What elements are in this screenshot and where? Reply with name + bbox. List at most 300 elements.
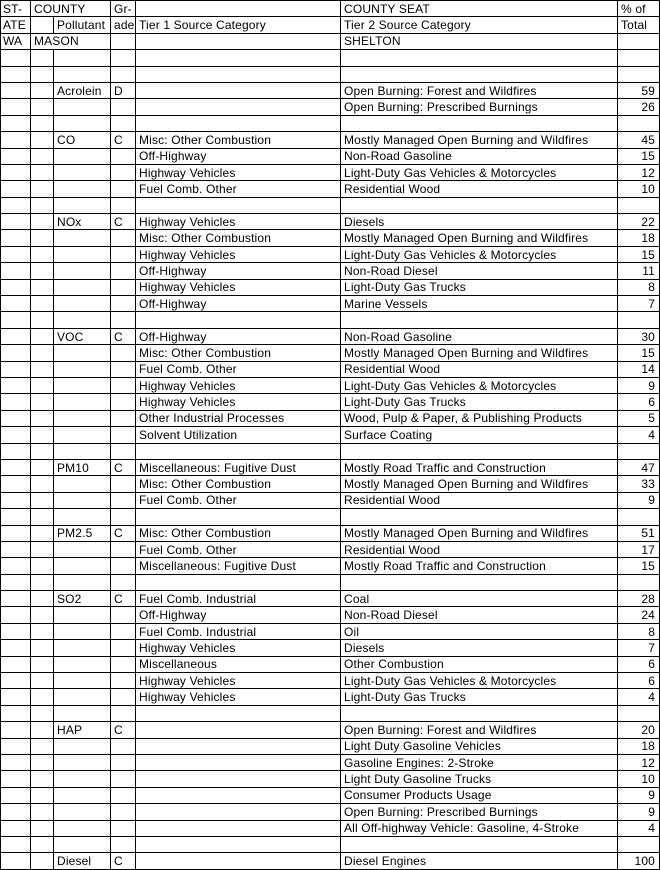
tier1-category-cell xyxy=(136,443,341,459)
table-row xyxy=(1,820,660,836)
tier2-category-cell: All Off-highway Vehicle: Gasoline, 4-Stroke xyxy=(341,820,618,836)
tier2-category-cell: Mostly Road Traffic and Construction xyxy=(341,558,618,574)
state-cell xyxy=(1,66,31,82)
state-cell xyxy=(1,328,31,344)
pollutant-cell xyxy=(54,623,111,639)
grade-cell xyxy=(111,164,136,180)
tier2-category-cell: Open Burning: Forest and Wildfires xyxy=(341,722,618,738)
county-cell xyxy=(31,640,54,656)
table-row xyxy=(1,312,660,328)
tier1-category-cell: Highway Vehicles xyxy=(136,640,341,656)
state-cell xyxy=(1,722,31,738)
tier2-category-cell xyxy=(341,197,618,213)
pct-total-cell: 8 xyxy=(618,623,660,639)
tier2-category-cell: Mostly Road Traffic and Construction xyxy=(341,459,618,475)
state-cell xyxy=(1,787,31,803)
pollutant-cell xyxy=(54,279,111,295)
tier1-category-cell xyxy=(136,820,341,836)
pollutant-cell xyxy=(54,541,111,557)
pct-total-cell: 14 xyxy=(618,361,660,377)
table-row xyxy=(1,279,660,295)
table-row xyxy=(1,804,660,820)
pct-total-cell xyxy=(618,115,660,131)
state-cell xyxy=(1,263,31,279)
grade-cell xyxy=(111,279,136,295)
tier2-category-cell: Diesels xyxy=(341,640,618,656)
state-cell xyxy=(1,509,31,525)
pct-total-cell: 30 xyxy=(618,328,660,344)
tier1-category-cell: Fuel Comb. Industrial xyxy=(136,623,341,639)
table-row xyxy=(1,66,660,82)
state-cell xyxy=(1,492,31,508)
pollutant-cell xyxy=(54,705,111,721)
pct-total-cell: 28 xyxy=(618,591,660,607)
county-cell xyxy=(31,99,54,115)
pollutant-cell xyxy=(54,115,111,131)
grade-cell: C xyxy=(111,459,136,475)
grade-cell xyxy=(111,509,136,525)
tier1-category-cell: Off-Highway xyxy=(136,607,341,623)
tier2-category-cell: Light-Duty Gas Trucks xyxy=(341,279,618,295)
pct-total-cell: 22 xyxy=(618,214,660,230)
tier2-category-cell: Gasoline Engines: 2-Stroke xyxy=(341,754,618,770)
county-cell xyxy=(31,754,54,770)
county-cell xyxy=(31,377,54,393)
state-cell xyxy=(1,591,31,607)
tier1-category-cell: Highway Vehicles xyxy=(136,377,341,393)
pct-total-cell: 6 xyxy=(618,394,660,410)
tier1-category-cell: Off-Highway xyxy=(136,148,341,164)
state-cell xyxy=(1,476,31,492)
pollutant-cell xyxy=(54,836,111,852)
table-row xyxy=(1,246,660,262)
header-state: ST- xyxy=(1,1,31,17)
table-row xyxy=(1,525,660,541)
state-cell xyxy=(1,115,31,131)
tier2-category-cell: Light Duty Gasoline Trucks xyxy=(341,771,618,787)
table-row xyxy=(1,394,660,410)
pct-total-cell: 12 xyxy=(618,754,660,770)
pct-total-cell: 15 xyxy=(618,558,660,574)
pct-total-cell: 4 xyxy=(618,820,660,836)
pollutant-cell xyxy=(54,574,111,590)
grade-cell xyxy=(111,394,136,410)
table-row xyxy=(1,623,660,639)
pct-total-cell: 12 xyxy=(618,164,660,180)
pollutant-cell xyxy=(54,410,111,426)
tier2-category-cell: Diesels xyxy=(341,214,618,230)
tier1-category-cell xyxy=(136,66,341,82)
state-cell xyxy=(1,82,31,98)
tier1-category-cell: Misc: Other Combustion xyxy=(136,345,341,361)
county-cell xyxy=(31,574,54,590)
table-row xyxy=(1,181,660,197)
pct-total-cell xyxy=(618,197,660,213)
state-cell xyxy=(1,148,31,164)
pct-total-cell xyxy=(618,509,660,525)
tier2-category-cell: Light Duty Gasoline Vehicles xyxy=(341,738,618,754)
pollutant-cell: HAP xyxy=(54,722,111,738)
pct-total-cell: 10 xyxy=(618,771,660,787)
pollutant-cell xyxy=(54,377,111,393)
table-row xyxy=(1,132,660,148)
county-cell xyxy=(31,394,54,410)
state-cell xyxy=(1,214,31,230)
county-cell xyxy=(31,115,54,131)
state-cell xyxy=(1,246,31,262)
grade-cell xyxy=(111,33,136,49)
tier2-category-cell: Non-Road Gasoline xyxy=(341,328,618,344)
tier1-category-cell xyxy=(136,82,341,98)
pct-total-cell: 10 xyxy=(618,181,660,197)
state-cell xyxy=(1,558,31,574)
county-cell xyxy=(31,853,54,869)
state-cell xyxy=(1,853,31,869)
tier1-category-cell xyxy=(136,787,341,803)
county-cell xyxy=(31,804,54,820)
table-row xyxy=(1,50,660,66)
tier2-category-cell xyxy=(341,50,618,66)
grade-cell xyxy=(111,377,136,393)
pct-total-cell: 20 xyxy=(618,722,660,738)
pollutant-cell xyxy=(54,787,111,803)
state-cell xyxy=(1,427,31,443)
header-county-cont xyxy=(31,17,54,33)
header-grade: Gr- xyxy=(111,1,136,17)
tier2-category-cell: Surface Coating xyxy=(341,427,618,443)
state-cell xyxy=(1,459,31,475)
pollutant-cell xyxy=(54,656,111,672)
tier1-category-cell: Other Industrial Processes xyxy=(136,410,341,426)
grade-cell xyxy=(111,656,136,672)
table-row xyxy=(1,754,660,770)
pct-total-cell xyxy=(618,312,660,328)
table-row xyxy=(1,656,660,672)
state-cell xyxy=(1,820,31,836)
table-row xyxy=(1,410,660,426)
tier1-category-cell: Fuel Comb. Other xyxy=(136,361,341,377)
pollutant-cell xyxy=(54,476,111,492)
county-cell xyxy=(31,607,54,623)
state-cell xyxy=(1,197,31,213)
grade-cell: C xyxy=(111,591,136,607)
pct-total-cell: 4 xyxy=(618,427,660,443)
pollutant-cell xyxy=(54,771,111,787)
grade-cell xyxy=(111,197,136,213)
county-cell xyxy=(31,263,54,279)
tier2-category-cell xyxy=(341,66,618,82)
state-cell xyxy=(1,345,31,361)
grade-cell xyxy=(111,541,136,557)
county-cell xyxy=(31,673,54,689)
table-row xyxy=(1,296,660,312)
county-cell xyxy=(31,82,54,98)
tier1-category-cell: Solvent Utilization xyxy=(136,427,341,443)
tier2-category-cell xyxy=(341,115,618,131)
grade-cell xyxy=(111,820,136,836)
grade-cell xyxy=(111,607,136,623)
state-cell xyxy=(1,574,31,590)
county-cell xyxy=(31,181,54,197)
state-cell xyxy=(1,836,31,852)
pollutant-cell xyxy=(54,804,111,820)
table-row xyxy=(1,541,660,557)
pct-total-cell xyxy=(618,443,660,459)
tier1-category-cell: Off-Highway xyxy=(136,296,341,312)
tier2-category-cell: Other Combustion xyxy=(341,656,618,672)
tier1-category-cell: Highway Vehicles xyxy=(136,246,341,262)
county-cell xyxy=(31,246,54,262)
state-cell xyxy=(1,640,31,656)
county-cell xyxy=(31,312,54,328)
tier2-category-cell: Mostly Managed Open Burning and Wildfires xyxy=(341,476,618,492)
pollutant-cell xyxy=(54,394,111,410)
state-cell xyxy=(1,410,31,426)
tier1-category-cell: Miscellaneous xyxy=(136,656,341,672)
grade-cell: C xyxy=(111,525,136,541)
pct-total-cell xyxy=(618,836,660,852)
header-county: COUNTY xyxy=(31,1,111,17)
tier1-category-cell: Off-Highway xyxy=(136,328,341,344)
pct-total-cell: 18 xyxy=(618,230,660,246)
tier1-category-cell xyxy=(136,738,341,754)
header-pct: % of xyxy=(618,1,660,17)
state-cell xyxy=(1,525,31,541)
grade-cell xyxy=(111,246,136,262)
state-cell xyxy=(1,181,31,197)
county-cell xyxy=(31,427,54,443)
table-row xyxy=(1,705,660,721)
pollutant-cell xyxy=(54,66,111,82)
tier2-category-cell: Oil xyxy=(341,623,618,639)
county-cell xyxy=(31,164,54,180)
pct-total-cell: 5 xyxy=(618,410,660,426)
tier2-category-cell: Coal xyxy=(341,591,618,607)
tier2-category-cell: Marine Vessels xyxy=(341,296,618,312)
pollutant-cell xyxy=(54,607,111,623)
state-cell xyxy=(1,230,31,246)
pollutant-cell xyxy=(54,443,111,459)
pollutant-cell xyxy=(54,738,111,754)
tier1-category-cell: Misc: Other Combustion xyxy=(136,525,341,541)
pollutant-cell xyxy=(54,312,111,328)
tier1-category-cell: Highway Vehicles xyxy=(136,279,341,295)
tier1-category-cell: Highway Vehicles xyxy=(136,394,341,410)
county-cell xyxy=(31,689,54,705)
pollutant-cell: PM10 xyxy=(54,459,111,475)
tier2-category-cell: Light-Duty Gas Vehicles & Motorcycles xyxy=(341,673,618,689)
tier1-category-cell: Fuel Comb. Industrial xyxy=(136,591,341,607)
pct-total-cell: 6 xyxy=(618,656,660,672)
tier1-category-cell xyxy=(136,197,341,213)
tier1-category-cell: Fuel Comb. Other xyxy=(136,492,341,508)
state-cell xyxy=(1,279,31,295)
county-cell xyxy=(31,345,54,361)
county-cell xyxy=(31,197,54,213)
state-cell: WA xyxy=(1,33,31,49)
pollutant-cell xyxy=(54,361,111,377)
grade-cell: D xyxy=(111,82,136,98)
county-cell xyxy=(31,525,54,541)
grade-cell xyxy=(111,787,136,803)
pollutant-cell xyxy=(54,509,111,525)
pollutant-cell xyxy=(54,50,111,66)
tier1-category-cell: Highway Vehicles xyxy=(136,164,341,180)
state-cell xyxy=(1,99,31,115)
tier2-category-cell: Light-Duty Gas Trucks xyxy=(341,394,618,410)
county-cell xyxy=(31,296,54,312)
grade-cell xyxy=(111,771,136,787)
table-row xyxy=(1,459,660,475)
county-cell xyxy=(31,328,54,344)
grade-cell xyxy=(111,754,136,770)
tier1-category-cell: Fuel Comb. Other xyxy=(136,181,341,197)
tier2-category-cell: Residential Wood xyxy=(341,361,618,377)
grade-cell xyxy=(111,738,136,754)
table-row xyxy=(1,722,660,738)
table-row xyxy=(1,591,660,607)
county-cell xyxy=(31,509,54,525)
pollutant-cell xyxy=(54,263,111,279)
table-row xyxy=(1,738,660,754)
pollutant-cell xyxy=(54,164,111,180)
pct-total-cell: 9 xyxy=(618,492,660,508)
table-row xyxy=(1,427,660,443)
grade-cell xyxy=(111,181,136,197)
pollutant-cell: Diesel xyxy=(54,853,111,869)
county-cell xyxy=(31,279,54,295)
county-cell xyxy=(31,50,54,66)
header-tier2-category: Tier 2 Source Category xyxy=(341,17,618,33)
tier1-category-cell: Fuel Comb. Other xyxy=(136,541,341,557)
county-cell xyxy=(31,836,54,852)
table-row xyxy=(1,214,660,230)
table-row xyxy=(1,509,660,525)
table-row xyxy=(1,115,660,131)
tier1-category-cell xyxy=(136,509,341,525)
pct-total-cell xyxy=(618,66,660,82)
pollutant-cell xyxy=(54,246,111,262)
tier1-category-cell xyxy=(136,836,341,852)
pollutant-cell: SO2 xyxy=(54,591,111,607)
table-row xyxy=(1,197,660,213)
grade-cell xyxy=(111,312,136,328)
state-cell xyxy=(1,164,31,180)
county-cell xyxy=(31,476,54,492)
state-cell xyxy=(1,804,31,820)
grade-cell xyxy=(111,804,136,820)
tier1-category-cell xyxy=(136,50,341,66)
state-cell xyxy=(1,50,31,66)
pct-total-cell: 9 xyxy=(618,377,660,393)
pct-total-cell: 33 xyxy=(618,476,660,492)
tier2-category-cell xyxy=(341,836,618,852)
pct-total-cell: 4 xyxy=(618,689,660,705)
pct-total-cell: 59 xyxy=(618,82,660,98)
grade-cell xyxy=(111,476,136,492)
county-cell xyxy=(31,443,54,459)
grade-cell xyxy=(111,836,136,852)
county-cell xyxy=(31,738,54,754)
table-row xyxy=(1,328,660,344)
header-state-cont: ATE xyxy=(1,17,31,33)
tier2-category-cell xyxy=(341,705,618,721)
pollutant-cell xyxy=(54,754,111,770)
tier2-category-cell: Open Burning: Forest and Wildfires xyxy=(341,82,618,98)
tier2-category-cell: Light-Duty Gas Vehicles & Motorcycles xyxy=(341,164,618,180)
table-row xyxy=(1,82,660,98)
grade-cell xyxy=(111,296,136,312)
county-cell xyxy=(31,591,54,607)
pct-total-cell: 47 xyxy=(618,459,660,475)
table-row xyxy=(1,148,660,164)
tier1-category-cell: Highway Vehicles xyxy=(136,214,341,230)
table-row xyxy=(1,361,660,377)
tier2-category-cell: Non-Road Gasoline xyxy=(341,148,618,164)
tier2-category-cell: Mostly Managed Open Burning and Wildfires xyxy=(341,525,618,541)
pollutant-cell xyxy=(54,640,111,656)
table-row xyxy=(1,164,660,180)
county-cell xyxy=(31,541,54,557)
tier2-category-cell: Mostly Managed Open Burning and Wildfires xyxy=(341,230,618,246)
state-cell xyxy=(1,754,31,770)
pct-total-cell: 45 xyxy=(618,132,660,148)
tier2-category-cell: Non-Road Diesel xyxy=(341,607,618,623)
pct-total-cell: 15 xyxy=(618,148,660,164)
state-cell xyxy=(1,296,31,312)
tier2-category-cell: Residential Wood xyxy=(341,541,618,557)
county-cell xyxy=(31,820,54,836)
grade-cell xyxy=(111,689,136,705)
grade-cell: C xyxy=(111,853,136,869)
pollutant-cell xyxy=(54,558,111,574)
county-cell xyxy=(31,558,54,574)
header-pollutant: Pollutant xyxy=(54,17,111,33)
tier2-category-cell: Residential Wood xyxy=(341,181,618,197)
pct-total-cell: 8 xyxy=(618,279,660,295)
state-cell xyxy=(1,394,31,410)
state-cell xyxy=(1,673,31,689)
tier1-category-cell: Highway Vehicles xyxy=(136,673,341,689)
pollutant-cell xyxy=(54,492,111,508)
tier2-category-cell xyxy=(341,509,618,525)
table-row xyxy=(1,787,660,803)
pollutant-cell: Acrolein xyxy=(54,82,111,98)
state-cell xyxy=(1,377,31,393)
pct-total-cell: 15 xyxy=(618,246,660,262)
state-cell xyxy=(1,607,31,623)
pct-total-cell: 6 xyxy=(618,673,660,689)
header-row-1 xyxy=(1,1,660,17)
tier2-category-cell xyxy=(341,443,618,459)
county-cell xyxy=(31,623,54,639)
tier2-category-cell: Residential Wood xyxy=(341,492,618,508)
pct-total-cell: 17 xyxy=(618,541,660,557)
grade-cell xyxy=(111,115,136,131)
pct-total-cell: 9 xyxy=(618,787,660,803)
county-seat-cell: SHELTON xyxy=(341,33,618,49)
table-row xyxy=(1,574,660,590)
county-cell xyxy=(31,230,54,246)
table-row xyxy=(1,443,660,459)
grade-cell: C xyxy=(111,132,136,148)
table-row xyxy=(1,607,660,623)
table-row xyxy=(1,377,660,393)
grade-cell xyxy=(111,640,136,656)
grade-cell xyxy=(111,99,136,115)
pollutant-cell xyxy=(54,230,111,246)
grade-cell xyxy=(111,492,136,508)
